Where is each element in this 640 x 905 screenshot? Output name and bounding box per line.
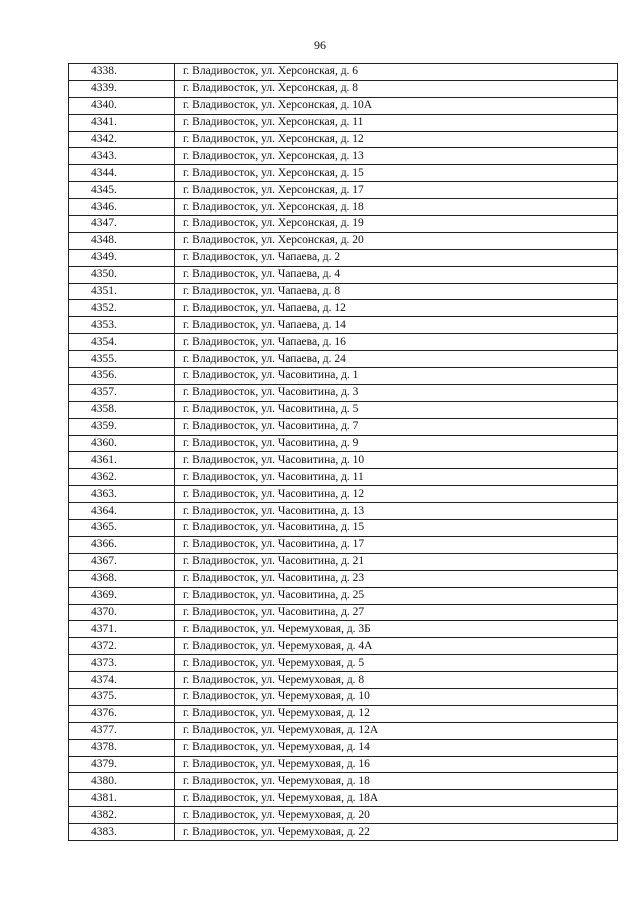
row-address: г. Владивосток, ул. Часовитина, д. 23 bbox=[175, 570, 618, 587]
row-number: 4379. bbox=[69, 756, 175, 773]
row-address: г. Владивосток, ул. Черемуховая, д. 18 bbox=[175, 773, 618, 790]
row-number: 4357. bbox=[69, 384, 175, 401]
row-address: г. Владивосток, ул. Черемуховая, д. 14 bbox=[175, 739, 618, 756]
row-address: г. Владивосток, ул. Черемуховая, д. 12 bbox=[175, 705, 618, 722]
row-address: г. Владивосток, ул. Часовитина, д. 13 bbox=[175, 503, 618, 520]
table-row bbox=[69, 638, 618, 655]
row-number: 4355. bbox=[69, 351, 175, 368]
table-row bbox=[69, 604, 618, 621]
table-row bbox=[69, 807, 618, 824]
row-number: 4369. bbox=[69, 587, 175, 604]
row-address: г. Владивосток, ул. Часовитина, д. 3 bbox=[175, 384, 618, 401]
table-row bbox=[69, 401, 618, 418]
row-address: г. Владивосток, ул. Черемуховая, д. 18А bbox=[175, 790, 618, 807]
row-number: 4352. bbox=[69, 300, 175, 317]
row-number: 4375. bbox=[69, 688, 175, 705]
row-number: 4351. bbox=[69, 283, 175, 300]
table-row bbox=[69, 722, 618, 739]
table-row bbox=[69, 97, 618, 114]
row-number: 4374. bbox=[69, 672, 175, 689]
row-number: 4372. bbox=[69, 638, 175, 655]
row-number: 4359. bbox=[69, 418, 175, 435]
table-row bbox=[69, 790, 618, 807]
row-number: 4360. bbox=[69, 435, 175, 452]
table-row bbox=[69, 384, 618, 401]
table-row bbox=[69, 688, 618, 705]
table-row bbox=[69, 300, 618, 317]
page-number: 96 bbox=[314, 38, 326, 52]
row-number: 4343. bbox=[69, 148, 175, 165]
row-number: 4378. bbox=[69, 739, 175, 756]
row-address: г. Владивосток, ул. Херсонская, д. 15 bbox=[175, 165, 618, 182]
row-address: г. Владивосток, ул. Часовитина, д. 9 bbox=[175, 435, 618, 452]
table-row bbox=[69, 739, 618, 756]
row-number: 4362. bbox=[69, 469, 175, 486]
row-address: г. Владивосток, ул. Чапаева, д. 8 bbox=[175, 283, 618, 300]
table-row bbox=[69, 165, 618, 182]
table-row bbox=[69, 368, 618, 385]
row-address: г. Владивосток, ул. Черемуховая, д. 10 bbox=[175, 688, 618, 705]
address-table bbox=[68, 63, 618, 841]
row-number: 4349. bbox=[69, 249, 175, 266]
table-row bbox=[69, 317, 618, 334]
row-address: г. Владивосток, ул. Черемуховая, д. 5 bbox=[175, 655, 618, 672]
table-row bbox=[69, 705, 618, 722]
table-row bbox=[69, 418, 618, 435]
row-address: г. Владивосток, ул. Черемуховая, д. 3Б bbox=[175, 621, 618, 638]
row-number: 4348. bbox=[69, 232, 175, 249]
row-address: г. Владивосток, ул. Херсонская, д. 17 bbox=[175, 182, 618, 199]
row-number: 4382. bbox=[69, 807, 175, 824]
row-address: г. Владивосток, ул. Часовитина, д. 11 bbox=[175, 469, 618, 486]
table-row bbox=[69, 824, 618, 841]
row-address: г. Владивосток, ул. Часовитина, д. 15 bbox=[175, 520, 618, 537]
table-row bbox=[69, 64, 618, 81]
table-row bbox=[69, 114, 618, 131]
table-row bbox=[69, 131, 618, 148]
table-row bbox=[69, 351, 618, 368]
row-number: 4346. bbox=[69, 199, 175, 216]
table-row bbox=[69, 621, 618, 638]
row-number: 4380. bbox=[69, 773, 175, 790]
row-number: 4365. bbox=[69, 520, 175, 537]
row-address: г. Владивосток, ул. Чапаева, д. 2 bbox=[175, 249, 618, 266]
row-number: 4347. bbox=[69, 216, 175, 233]
row-number: 4340. bbox=[69, 97, 175, 114]
table-row bbox=[69, 232, 618, 249]
row-address: г. Владивосток, ул. Часовитина, д. 12 bbox=[175, 486, 618, 503]
row-address: г. Владивосток, ул. Чапаева, д. 12 bbox=[175, 300, 618, 317]
row-number: 4344. bbox=[69, 165, 175, 182]
row-number: 4373. bbox=[69, 655, 175, 672]
row-number: 4364. bbox=[69, 503, 175, 520]
table-row bbox=[69, 199, 618, 216]
row-number: 4363. bbox=[69, 486, 175, 503]
row-address: г. Владивосток, ул. Часовитина, д. 10 bbox=[175, 452, 618, 469]
row-number: 4377. bbox=[69, 722, 175, 739]
table-row bbox=[69, 216, 618, 233]
row-number: 4339. bbox=[69, 80, 175, 97]
row-address: г. Владивосток, ул. Чапаева, д. 24 bbox=[175, 351, 618, 368]
row-address: г. Владивосток, ул. Черемуховая, д. 12А bbox=[175, 722, 618, 739]
row-number: 4356. bbox=[69, 368, 175, 385]
row-number: 4361. bbox=[69, 452, 175, 469]
row-number: 4383. bbox=[69, 824, 175, 841]
row-address: г. Владивосток, ул. Черемуховая, д. 20 bbox=[175, 807, 618, 824]
table-row bbox=[69, 80, 618, 97]
row-address: г. Владивосток, ул. Херсонская, д. 10А bbox=[175, 97, 618, 114]
table-row bbox=[69, 503, 618, 520]
row-address: г. Владивосток, ул. Херсонская, д. 20 bbox=[175, 232, 618, 249]
table-row bbox=[69, 773, 618, 790]
row-address: г. Владивосток, ул. Херсонская, д. 6 bbox=[175, 64, 618, 81]
row-address: г. Владивосток, ул. Часовитина, д. 21 bbox=[175, 553, 618, 570]
row-number: 4345. bbox=[69, 182, 175, 199]
table-row bbox=[69, 587, 618, 604]
row-number: 4367. bbox=[69, 553, 175, 570]
row-number: 4370. bbox=[69, 604, 175, 621]
table-row bbox=[69, 486, 618, 503]
table-row bbox=[69, 334, 618, 351]
table-row bbox=[69, 435, 618, 452]
row-address: г. Владивосток, ул. Черемуховая, д. 22 bbox=[175, 824, 618, 841]
row-address: г. Владивосток, ул. Чапаева, д. 14 bbox=[175, 317, 618, 334]
table-row bbox=[69, 182, 618, 199]
row-address: г. Владивосток, ул. Херсонская, д. 11 bbox=[175, 114, 618, 131]
row-address: г. Владивосток, ул. Херсонская, д. 8 bbox=[175, 80, 618, 97]
table-row bbox=[69, 452, 618, 469]
row-address: г. Владивосток, ул. Часовитина, д. 27 bbox=[175, 604, 618, 621]
row-address: г. Владивосток, ул. Часовитина, д. 5 bbox=[175, 401, 618, 418]
row-address: г. Владивосток, ул. Часовитина, д. 7 bbox=[175, 418, 618, 435]
row-address: г. Владивосток, ул. Часовитина, д. 1 bbox=[175, 368, 618, 385]
row-number: 4350. bbox=[69, 266, 175, 283]
address-table-body bbox=[69, 64, 618, 841]
row-address: г. Владивосток, ул. Часовитина, д. 25 bbox=[175, 587, 618, 604]
table-row bbox=[69, 520, 618, 537]
table-row bbox=[69, 655, 618, 672]
table-row bbox=[69, 536, 618, 553]
row-address: г. Владивосток, ул. Черемуховая, д. 4А bbox=[175, 638, 618, 655]
row-number: 4371. bbox=[69, 621, 175, 638]
row-number: 4381. bbox=[69, 790, 175, 807]
row-number: 4366. bbox=[69, 536, 175, 553]
row-address: г. Владивосток, ул. Черемуховая, д. 8 bbox=[175, 672, 618, 689]
row-address: г. Владивосток, ул. Чапаева, д. 16 bbox=[175, 334, 618, 351]
table-row bbox=[69, 266, 618, 283]
row-number: 4353. bbox=[69, 317, 175, 334]
row-number: 4376. bbox=[69, 705, 175, 722]
row-address: г. Владивосток, ул. Херсонская, д. 19 bbox=[175, 216, 618, 233]
row-number: 4338. bbox=[69, 64, 175, 81]
row-number: 4354. bbox=[69, 334, 175, 351]
table-row bbox=[69, 672, 618, 689]
table-row bbox=[69, 469, 618, 486]
row-address: г. Владивосток, ул. Херсонская, д. 12 bbox=[175, 131, 618, 148]
row-number: 4341. bbox=[69, 114, 175, 131]
table-row bbox=[69, 756, 618, 773]
row-address: г. Владивосток, ул. Херсонская, д. 18 bbox=[175, 199, 618, 216]
row-address: г. Владивосток, ул. Херсонская, д. 13 bbox=[175, 148, 618, 165]
row-address: г. Владивосток, ул. Чапаева, д. 4 bbox=[175, 266, 618, 283]
row-address: г. Владивосток, ул. Часовитина, д. 17 bbox=[175, 536, 618, 553]
row-number: 4368. bbox=[69, 570, 175, 587]
table-row bbox=[69, 249, 618, 266]
table-row bbox=[69, 570, 618, 587]
table-row bbox=[69, 148, 618, 165]
table-row bbox=[69, 553, 618, 570]
row-number: 4342. bbox=[69, 131, 175, 148]
table-row bbox=[69, 283, 618, 300]
row-number: 4358. bbox=[69, 401, 175, 418]
row-address: г. Владивосток, ул. Черемуховая, д. 16 bbox=[175, 756, 618, 773]
